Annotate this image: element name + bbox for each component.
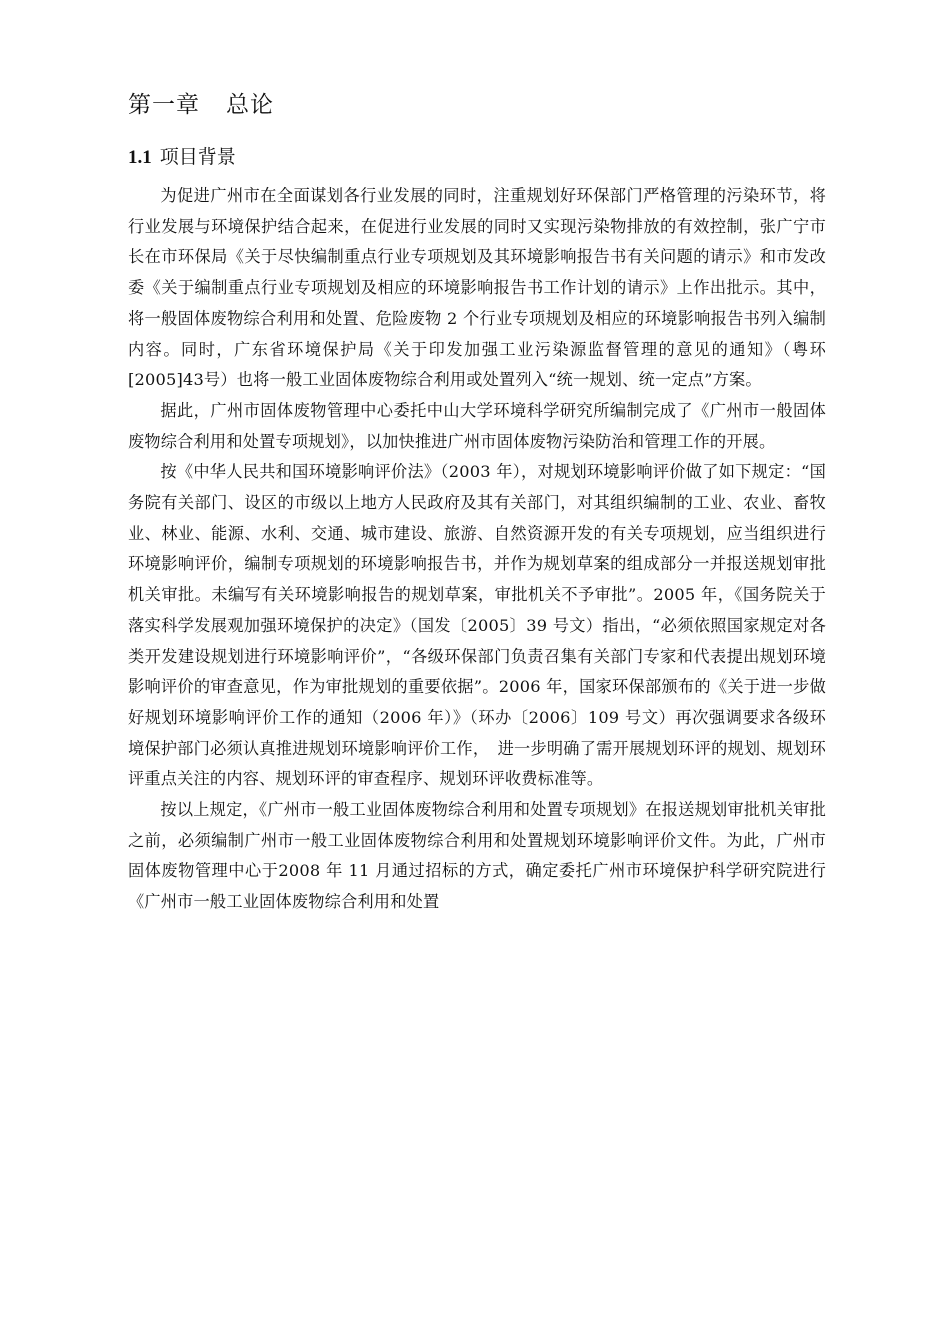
chapter-title <box>128 88 826 122</box>
paragraph-background: 为促进广州市在全面谋划各行业发展的同时，注重规划好环保部门严格管理的污染环节，将行业发展与环境保护结合起来，在促进行业发展的同时又实现污染物排放的有效控制，张广宁市长在市环保局《关于尽快编制重点行业专项规划及其环境影响报告书有关问题的请示》和市发改委《关于编制重点行业专项规划及相应的环境影响报告书工作计划的请示》上作出批示。其中，将一般固体废物综合利用和处置、危险废物 2 个行业专项规划及相应的环境影响报告书列入编制内容。同时，广东省环境保护局《关于印发加强工业污染源监督管理的意见的通知》（粤环[2005]43号）也将一般工业固体废物综合利用或处置列入“统一规划、统一定点”方案。 <box>128 186 826 390</box>
paragraph-requirement: 按以上规定，《广州市一般工业固体废物综合利用和处置专项规划》在报送规划审批机关审批之前，必须编制广州市一般工业固体废物综合利用和处置规划环境影响评价文件。为此，广州市固体废物管理中心于2008 年 11 月通过招标的方式，确定委托广州市环境保护科学研究院进行《广州市一般工业固体废物综合利用和处置 <box>128 800 826 912</box>
chapter-number: 第一章 <box>128 92 200 118</box>
chapter-name: 总论 <box>226 92 274 118</box>
paragraph-commission: 据此，广州市固体废物管理中心委托中山大学环境科学研究所编制完成了《广州市一般固体废物综合利用和处置专项规划》，以加快推进广州市固体废物污染防治和管理工作的开展。 <box>128 400 826 451</box>
section-number: 1.1 <box>128 147 152 168</box>
section-heading <box>128 142 826 173</box>
paragraph-legal-basis: 按《中华人民共和国环境影响评价法》（2003 年），对规划环境影响评价做了如下规定：“国务院有关部门、设区的市级以上地方人民政府及其有关部门，对其组织编制的工业、农业、畜牧业、林业、能源、水利、交通、城市建设、旅游、自然资源开发的有关专项规划，应当组织进行环境影响评价，编制专项规划的环境影响报告书，并作为规划草案的组成部分一并报送规划审批机关审批。未编写有关环境影响报告的规划草案，审批机关不予审批”。2005 年，《国务院关于落实科学发展观加强环境保护的决定》（国发〔2005〕39 号文）指出，“必须依照国家规定对各类开发建设规划进行环境影响评价”，“各级环保部门负责召集有关部门专家和代表提出规划环境影响评价的审查意见，作为审批规划的重要依据”。2006 年，国家环保部颁布的《关于进一步做好规划环境影响评价工作的通知（2006 年）》（环办〔2006〕109 号文）再次强调要求各级环境保护部门必须认真推进规划环境影响评价工作， 进一步明确了需开展规划环评的规划、规划环评重点关注的内容、规划环评的审查程序、规划环评收费标准等。 <box>128 462 826 789</box>
document-body <box>128 88 826 918</box>
section-title: 项目背景 <box>159 146 236 168</box>
